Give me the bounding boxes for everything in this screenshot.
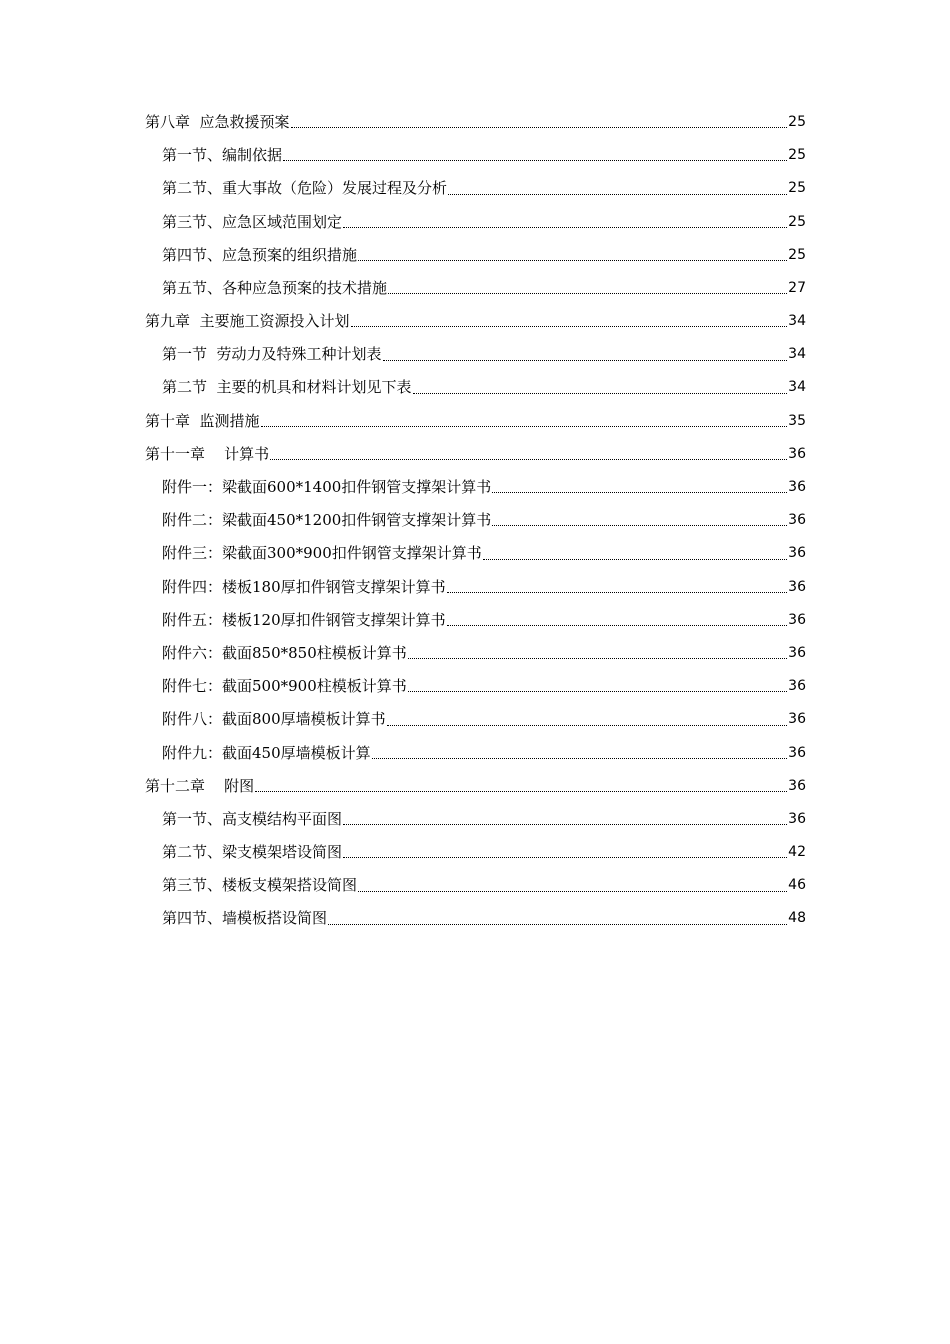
toc-entry-title: 附件六：截面850*850柱模板计算书	[162, 643, 407, 662]
toc-entry-title: 附件二：梁截面450*1200扣件钢管支撑架计算书	[162, 511, 492, 530]
toc-entry-title: 第八章 应急救援预案	[145, 112, 290, 131]
toc-page-number: 46	[788, 877, 806, 894]
toc-entry[interactable]	[145, 106, 806, 139]
toc-entry-title: 附件七：截面500*900柱模板计算书	[162, 677, 407, 696]
toc-leader-dots	[328, 924, 787, 925]
toc-leader-dots	[383, 360, 788, 361]
toc-leader-dots	[447, 625, 788, 626]
toc-page-number: 36	[788, 678, 806, 695]
toc-entry[interactable]	[145, 836, 806, 869]
toc-leader-dots	[388, 293, 787, 294]
toc-entry-title: 附件四：楼板180厚扣件钢管支撑架计算书	[162, 577, 446, 596]
toc-page-number: 36	[788, 744, 806, 761]
toc-page-number: 25	[788, 113, 806, 130]
toc-entry[interactable]	[145, 770, 806, 803]
toc-leader-dots	[358, 891, 787, 892]
toc-entry[interactable]	[145, 604, 806, 637]
toc-page-number: 36	[788, 445, 806, 462]
toc-entry[interactable]	[145, 372, 806, 405]
toc-entry-title: 第二节 主要的机具和材料计划见下表	[162, 378, 412, 397]
toc-entry[interactable]	[145, 438, 806, 471]
toc-entry-title: 第三节、楼板支模架搭设简图	[162, 876, 358, 895]
toc-entry-title: 附件一：梁截面600*1400扣件钢管支撑架计算书	[162, 478, 492, 497]
toc-entry-title: 第十二章 附图	[145, 776, 255, 795]
toc-entry[interactable]	[145, 571, 806, 604]
toc-entry[interactable]	[145, 869, 806, 902]
toc-entry-title: 附件八：截面800厚墙模板计算书	[162, 710, 386, 729]
toc-leader-dots	[447, 592, 788, 593]
table-of-contents	[145, 106, 806, 936]
toc-entry[interactable]	[145, 405, 806, 438]
toc-entry[interactable]	[145, 172, 806, 205]
toc-entry[interactable]	[145, 206, 806, 239]
toc-entry-title: 第四节、应急预案的组织措施	[162, 245, 358, 264]
toc-page-number: 36	[788, 479, 806, 496]
toc-entry-title: 第二节、梁支模架塔设简图	[162, 843, 343, 862]
toc-entry[interactable]	[145, 903, 806, 936]
toc-entry-title: 第十章 监测措施	[145, 411, 260, 430]
toc-entry-title: 第三节、应急区域范围划定	[162, 212, 343, 231]
toc-entry[interactable]	[145, 305, 806, 338]
toc-leader-dots	[255, 791, 787, 792]
toc-entry[interactable]	[145, 272, 806, 305]
toc-entry[interactable]	[145, 504, 806, 537]
toc-entry[interactable]	[145, 338, 806, 371]
toc-leader-dots	[408, 658, 787, 659]
toc-entry-title: 第四节、墙模板搭设简图	[162, 909, 328, 928]
toc-leader-dots	[261, 426, 788, 427]
toc-entry-title: 第一节 劳动力及特殊工种计划表	[162, 345, 382, 364]
toc-entry[interactable]	[145, 471, 806, 504]
toc-leader-dots	[291, 127, 788, 128]
toc-page-number: 36	[788, 512, 806, 529]
toc-entry-title: 附件五：楼板120厚扣件钢管支撑架计算书	[162, 610, 446, 629]
toc-page-number: 35	[788, 412, 806, 429]
toc-page-number: 34	[788, 313, 806, 330]
toc-page-number: 27	[788, 279, 806, 296]
toc-leader-dots	[358, 260, 787, 261]
toc-entry[interactable]	[145, 537, 806, 570]
toc-entry-title: 第二节、重大事故（危险）发展过程及分析	[162, 179, 448, 198]
toc-leader-dots	[413, 393, 788, 394]
toc-entry-title: 第九章 主要施工资源投入计划	[145, 312, 350, 331]
toc-page-number: 25	[788, 180, 806, 197]
toc-page-number: 36	[788, 711, 806, 728]
toc-leader-dots	[492, 492, 787, 493]
toc-leader-dots	[343, 824, 787, 825]
toc-page-number: 25	[788, 147, 806, 164]
toc-page-number: 34	[788, 379, 806, 396]
toc-leader-dots	[270, 459, 787, 460]
toc-entry-title: 附件三：梁截面300*900扣件钢管支撑架计算书	[162, 544, 482, 563]
toc-page-number: 36	[788, 611, 806, 628]
toc-page-number: 25	[788, 213, 806, 230]
toc-entry-title: 第一节、高支模结构平面图	[162, 809, 343, 828]
toc-entry[interactable]	[145, 703, 806, 736]
toc-leader-dots	[351, 326, 788, 327]
toc-page-number: 36	[788, 810, 806, 827]
toc-page-number: 34	[788, 346, 806, 363]
toc-entry[interactable]	[145, 637, 806, 670]
toc-leader-dots	[492, 525, 787, 526]
toc-page-number: 25	[788, 246, 806, 263]
toc-leader-dots	[483, 559, 787, 560]
toc-entry[interactable]	[145, 670, 806, 703]
toc-page-number: 36	[788, 545, 806, 562]
toc-leader-dots	[387, 725, 788, 726]
toc-entry[interactable]	[145, 737, 806, 770]
toc-page-number: 36	[788, 777, 806, 794]
toc-entry-title: 第一节、编制依据	[162, 146, 283, 165]
toc-entry[interactable]	[145, 139, 806, 172]
toc-page-number: 36	[788, 578, 806, 595]
toc-leader-dots	[408, 691, 787, 692]
toc-entry[interactable]	[145, 239, 806, 272]
toc-leader-dots	[343, 857, 787, 858]
toc-entry-title: 附件九：截面450厚墙模板计算	[162, 743, 371, 762]
toc-entry-title: 第五节、各种应急预案的技术措施	[162, 278, 388, 297]
toc-entry-title: 第十一章 计算书	[145, 444, 270, 463]
toc-leader-dots	[448, 194, 787, 195]
toc-leader-dots	[283, 160, 787, 161]
toc-leader-dots	[343, 227, 787, 228]
toc-leader-dots	[372, 758, 788, 759]
toc-page-number: 36	[788, 644, 806, 661]
toc-entry[interactable]	[145, 803, 806, 836]
toc-page-number: 48	[788, 910, 806, 927]
toc-page-number: 42	[788, 844, 806, 861]
